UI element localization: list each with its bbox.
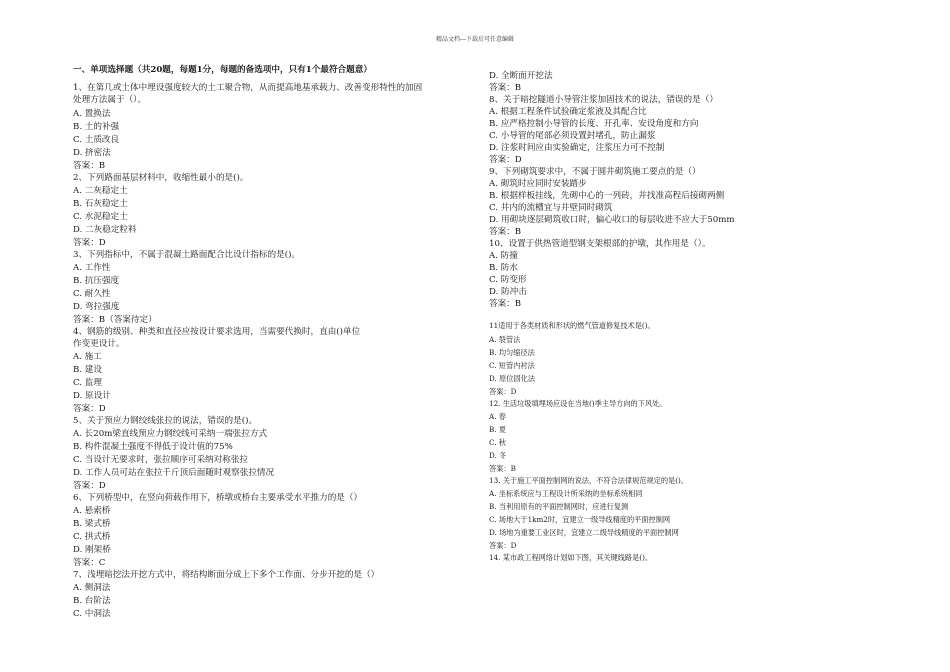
- text-line: 答案：D: [73, 481, 106, 491]
- text-line: A. 侧洞法: [73, 583, 111, 593]
- text-line: C. 短管内衬法: [489, 361, 535, 370]
- text-line: 答案：B: [489, 299, 522, 309]
- text-line: A. 裂管法: [489, 335, 521, 344]
- text-line: C. 土质改良: [73, 135, 120, 145]
- text-line: C. 防变形: [489, 275, 527, 285]
- text-line: 11适用于各类材质和形状的燃气管道修复技术是()。: [489, 321, 655, 330]
- text-line: 3、下列指标中，不属于混凝土路面配合比设计指标的是()。: [73, 250, 301, 260]
- text-line: B. 石灰稳定土: [73, 199, 128, 209]
- text-line: B. 应严格控制小导管的长度、开孔率、安设角度和方向: [489, 119, 699, 129]
- text-line: D. 用砌块逐层砌筑收口时，偏心收口的每层收进不应大于50mm: [489, 215, 735, 225]
- text-line: 答案：B: [489, 227, 522, 237]
- text-line: C. 场地大于1km2时，宜建立一级导线精度的平面控制网: [489, 515, 671, 524]
- text-line: A. 春: [489, 412, 506, 421]
- text-line: D. 冬: [489, 451, 507, 460]
- text-line: D. 挤密法: [73, 148, 111, 158]
- text-line: B. 当利用原有的平面控制网时，应进行复测: [489, 502, 629, 511]
- text-line: A. 二灰稳定土: [73, 186, 128, 196]
- text-line: C. 井内的流槽宜与井壁同时砌筑: [489, 203, 613, 213]
- text-line: 5、关于预应力钢绞线张拉的说法，错误的是()。: [73, 416, 258, 426]
- text-line: A. 坐标系统应与工程设计所采纳的坐标系统相同: [489, 489, 643, 498]
- text-line: 答案：B: [73, 161, 106, 171]
- text-line: D. 工作人员可站在张拉千斤顶后面随时观察张拉情况: [73, 468, 275, 478]
- text-line: A. 施工: [73, 352, 102, 362]
- text-line: C. 拱式桥: [73, 532, 111, 542]
- text-line: 作变更设计。: [73, 339, 125, 349]
- text-line: 答案：C: [73, 558, 106, 568]
- text-line: C. 水泥稳定土: [73, 212, 128, 222]
- text-line: D. 场地为重要工业区时，宜建立二级导线精度的平面控制网: [489, 528, 679, 537]
- text-line: 答案：D: [489, 155, 522, 165]
- text-line: B. 建设: [73, 365, 102, 375]
- text-line: B. 构件混凝土强度不得低于设计值的75%: [73, 442, 233, 452]
- text-line: 4、钢筋的级别、种类和直径应按设计要求选用，当需要代换时，直由()单位: [73, 327, 361, 337]
- text-line: 10、设置于供热管道型钢支架根部的护墩，其作用是（）。: [489, 239, 711, 249]
- text-line: A. 根据工程条件试验确定浆液及其配合比: [489, 107, 647, 117]
- text-line: C. 中洞法: [73, 609, 111, 619]
- text-line: A. 砌筑时应同时安装踏步: [489, 179, 587, 189]
- text-line: 答案：D: [73, 238, 106, 248]
- text-line: B. 均匀缩径法: [489, 348, 535, 357]
- text-line: B. 防水: [489, 263, 518, 273]
- text-line: A. 长20m梁直线预应力钢绞线可采纳一端张拉方式: [73, 429, 268, 439]
- text-line: A. 置换法: [73, 109, 111, 119]
- text-line: B. 台阶法: [73, 596, 111, 606]
- text-line: C. 小导管的尾部必须设置封堵孔，防止漏浆: [489, 131, 656, 141]
- text-line: D. 全断面开挖法: [489, 71, 553, 81]
- text-line: 1、在第几或土体中埋设强度较大的土工聚合物，从而提高地基承载力、改善变形特性的加固: [73, 83, 423, 93]
- text-line: C. 当设计无要求时，张拉顺序可采纳对称张拉: [73, 455, 249, 465]
- text-line: 处理方法属于（）。: [73, 95, 147, 105]
- text-line: B. 根据样板挂线，先砌中心的一列砖，并找准高程后接砌两侧: [489, 191, 725, 201]
- text-line: 2、下列路面基层材料中，收缩性最小的是()。: [73, 173, 249, 183]
- text-line: C. 秋: [489, 438, 506, 447]
- text-line: 答案：D: [73, 404, 106, 414]
- text-line: B. 土的补强: [73, 122, 120, 132]
- text-line: 14. 某市政工程网络计划如下图，其关键线路是()。: [489, 553, 653, 562]
- text-line: D. 注浆时间应由实验确定，注浆压力可不控制: [489, 143, 665, 153]
- text-line: A. 悬索桥: [73, 506, 111, 516]
- text-line: D. 二灰稳定粒料: [73, 225, 137, 235]
- page-header: 精品文档---下载后可任意编辑: [435, 36, 515, 43]
- text-line: C. 监理: [73, 378, 102, 388]
- text-line: 答案：B: [489, 83, 522, 93]
- text-line: 答案：B: [489, 464, 516, 473]
- text-line: D. 刚架桥: [73, 545, 111, 555]
- text-line: 8、关于暗挖隧道小导管注浆加固技术的说法，错误的是（）: [489, 95, 718, 105]
- text-line: 6、下列桥型中，在竖向荷载作用下，桥墩或桥台主要承受水平推力的是（）: [73, 493, 363, 503]
- text-line: 9、下列砌筑要求中，不属于圆井砌筑施工要点的是（）: [489, 167, 701, 177]
- text-line: 13. 关于施工平面控制网的说法，不符合法律规范规定的是()。: [489, 476, 689, 485]
- text-line: 12. 生活垃圾填埋场应设在当地()季主导方向的下风处。: [489, 399, 667, 408]
- text-line: C. 耐久性: [73, 289, 111, 299]
- text-line: D. 弯拉强度: [73, 302, 120, 312]
- text-line: 答案：D: [489, 541, 517, 550]
- text-line: 7、浅埋暗挖法开挖方式中，将结构断面分成上下多个工作面、分步开挖的是（）: [73, 570, 380, 580]
- text-line: 答案：D: [489, 387, 517, 396]
- text-line: B. 梁式桥: [73, 519, 111, 529]
- text-line: A. 工作性: [73, 263, 111, 273]
- section-title: 一、单项选择题（共20题，每题1分，每题的备选项中，只有1个最符合题意）: [73, 65, 372, 75]
- text-line: D. 原设计: [73, 391, 111, 401]
- text-line: A. 防撞: [489, 251, 518, 261]
- text-line: D. 防冲击: [489, 287, 527, 297]
- text-line: B. 抗压强度: [73, 276, 120, 286]
- text-line: B. 夏: [489, 425, 507, 434]
- text-line: 答案：B（答案待定）: [73, 315, 157, 325]
- text-line: D. 原位固化法: [489, 374, 536, 383]
